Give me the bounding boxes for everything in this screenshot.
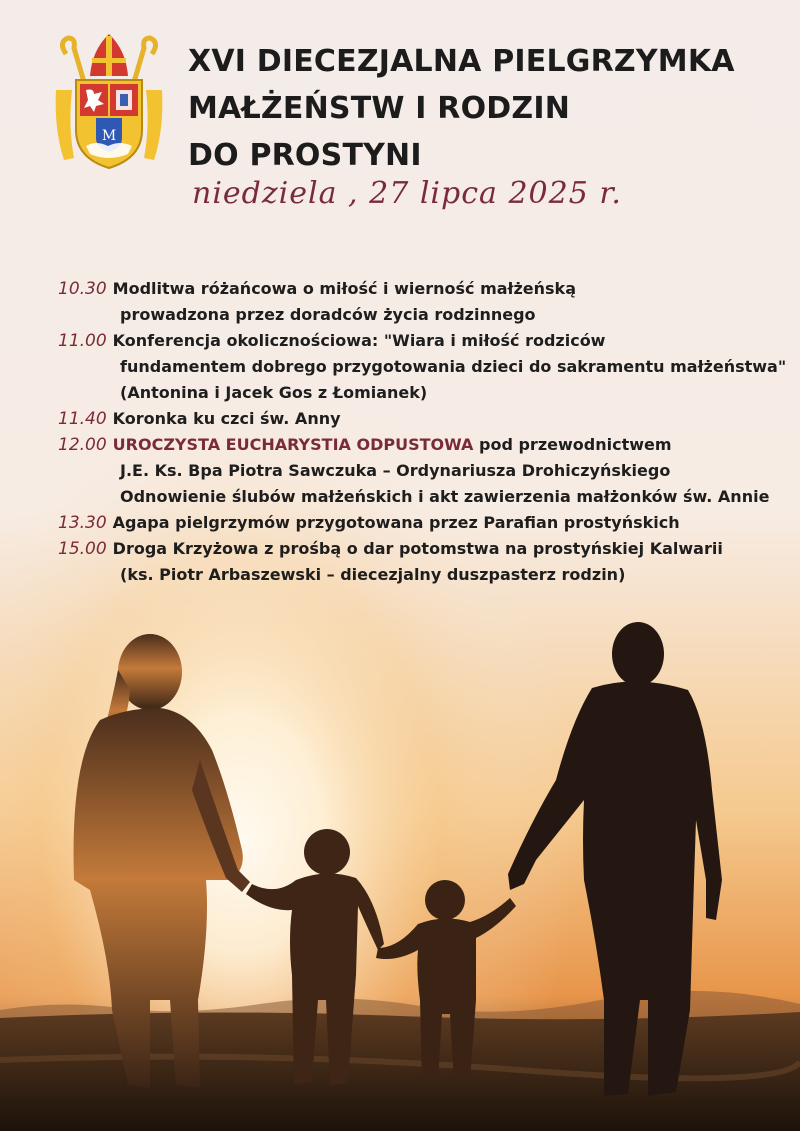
event-title bbox=[188, 38, 735, 179]
title-line-1: XVI DIECEZJALNA PIELGRZYMKA bbox=[188, 44, 735, 79]
schedule-item-continuation: (Antonina i Jacek Gos z Łomianek) bbox=[120, 383, 428, 402]
schedule-item bbox=[58, 432, 788, 458]
schedule-item bbox=[58, 276, 788, 302]
schedule-time: 11.40 bbox=[58, 409, 107, 429]
schedule-item-continuation: fundamentem dobrego przygotowania dzieci do sakramentu małżeństwa" bbox=[120, 357, 787, 376]
schedule-text: Droga Krzyżowa z prośbą o dar potomstwa na prostyńskiej Kalwarii bbox=[112, 539, 723, 558]
schedule-time: 15.00 bbox=[58, 539, 107, 559]
schedule-time: 12.00 bbox=[58, 435, 107, 455]
schedule-item-continuation: prowadzona przez doradców życia rodzinnego bbox=[120, 305, 536, 324]
title-line-2: MAŁŻEŃSTW I RODZIN bbox=[188, 91, 571, 126]
program-schedule bbox=[58, 276, 788, 588]
schedule-item bbox=[58, 536, 788, 562]
schedule-item bbox=[58, 510, 788, 536]
diocese-coat-of-arms-icon bbox=[50, 30, 168, 170]
schedule-item-continuation: J.E. Ks. Bpa Piotra Sawczuka – Ordynariusza Drohiczyńskiego bbox=[120, 461, 671, 480]
schedule-item bbox=[58, 406, 788, 432]
schedule-item-continuation: (ks. Piotr Arbaszewski – diecezjalny duszpasterz rodzin) bbox=[120, 565, 626, 584]
schedule-time: 11.00 bbox=[58, 331, 107, 351]
svg-text:M: M bbox=[101, 128, 117, 144]
schedule-highlight: UROCZYSTA EUCHARYSTIA ODPUSTOWA bbox=[112, 435, 474, 454]
schedule-text: Modlitwa różańcowa o miłość i wierność małżeńską bbox=[112, 279, 576, 298]
schedule-text: Koronka ku czci św. Anny bbox=[112, 409, 341, 428]
event-date: niedziela , 27 lipca 2025 r. bbox=[192, 176, 622, 211]
title-line-3: DO PROSTYNI bbox=[188, 138, 422, 173]
schedule-item bbox=[58, 328, 788, 354]
schedule-time: 10.30 bbox=[58, 279, 107, 299]
schedule-item-continuation: Odnowienie ślubów małżeńskich i akt zawierzenia małżonków św. Annie bbox=[120, 487, 770, 506]
schedule-time: 13.30 bbox=[58, 513, 107, 533]
schedule-text: Konferencja okolicznościowa: "Wiara i miłość rodziców bbox=[112, 331, 606, 350]
schedule-text: pod przewodnictwem bbox=[473, 435, 672, 454]
schedule-text: Agapa pielgrzymów przygotowana przez Parafian prostyńskich bbox=[112, 513, 680, 532]
